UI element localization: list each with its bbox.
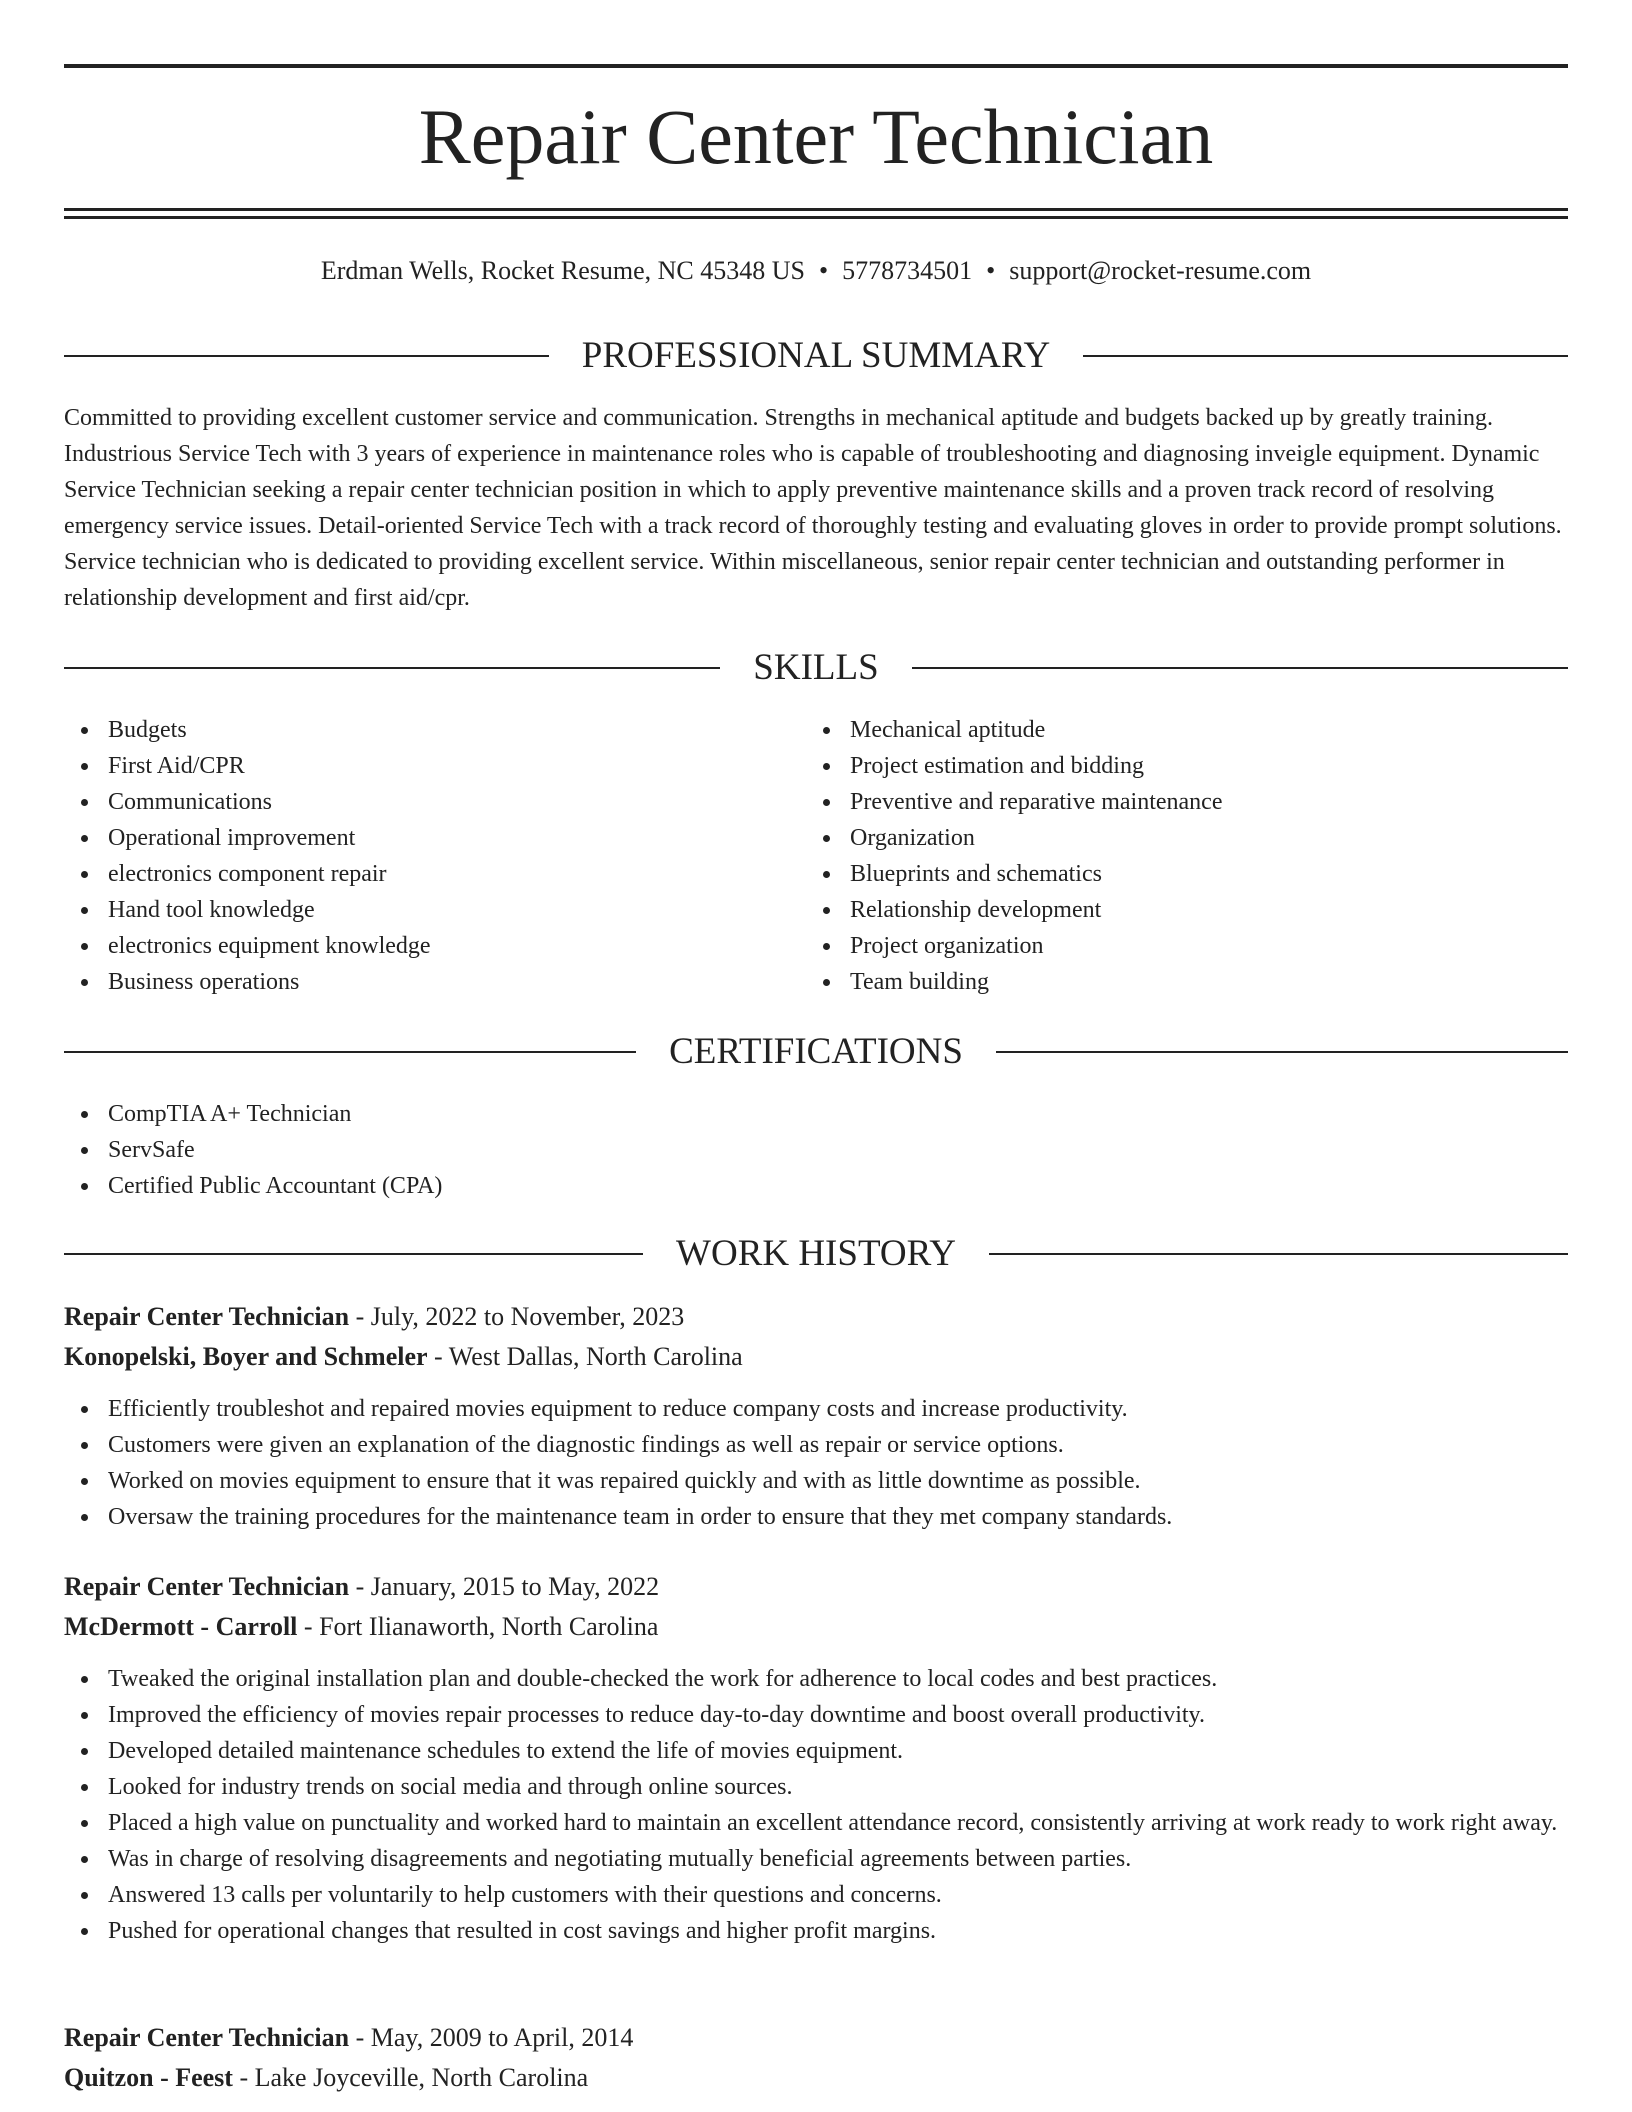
certifications-list xyxy=(64,1096,1568,1204)
contact-phone: 5778734501 xyxy=(842,256,973,285)
contact-email: support@rocket-resume.com xyxy=(1009,256,1312,285)
job-bullet: Improved the efficiency of movies repair processes to reduce day-to-day downtime and boost overall productivity. xyxy=(64,1697,1568,1733)
job-bullet: Placed a high value on punctuality and worked hard to maintain an excellent attendance record, consistently arriving at work ready to work right away. xyxy=(64,1805,1568,1841)
skills-heading xyxy=(64,646,1568,690)
job-bullet: Customers were given an explanation of the diagnostic findings as well as repair or service options. xyxy=(64,1427,1568,1463)
heading-rule xyxy=(989,1253,1568,1255)
skill-item: Mechanical aptitude xyxy=(806,712,1506,748)
skill-item: Blueprints and schematics xyxy=(806,856,1506,892)
job-dates: - July, 2022 to November, 2023 xyxy=(349,1302,685,1331)
heading-rule xyxy=(912,667,1568,669)
section-heading-label: WORK HISTORY xyxy=(676,1233,956,1274)
section-heading-label: PROFESSIONAL SUMMARY xyxy=(581,335,1051,376)
skill-item: Relationship development xyxy=(806,892,1506,928)
contact-separator: • xyxy=(986,256,996,285)
skill-item: Team building xyxy=(806,964,1506,1000)
job-bullets xyxy=(64,1391,1568,1535)
skill-item: Preventive and reparative maintenance xyxy=(806,784,1506,820)
job-location: - Fort Ilianaworth, North Carolina xyxy=(297,1612,659,1641)
certification-item: Certified Public Accountant (CPA) xyxy=(64,1168,1568,1204)
job-bullet: Pushed for operational changes that resulted in cost savings and higher profit margins. xyxy=(64,1913,1568,1949)
job-bullets xyxy=(64,1661,1568,1949)
job-dates: - January, 2015 to May, 2022 xyxy=(349,1572,660,1601)
section-heading-label: SKILLS xyxy=(753,647,879,688)
section-heading-label: CERTIFICATIONS xyxy=(669,1031,963,1072)
skills-list-right xyxy=(806,712,1506,1000)
heading-rule xyxy=(996,1051,1568,1053)
job-company-line xyxy=(64,1337,1568,1377)
job-company: McDermott - Carroll xyxy=(64,1612,298,1641)
heading-rule xyxy=(1083,355,1568,357)
skill-item: Project organization xyxy=(806,928,1506,964)
job-bullet: Answered 13 calls per voluntarily to help customers with their questions and concerns. xyxy=(64,1877,1568,1913)
skill-item: Operational improvement xyxy=(64,820,764,856)
work-history-heading xyxy=(64,1232,1568,1276)
job-dates: - May, 2009 to April, 2014 xyxy=(349,2023,634,2052)
skill-item: electronics equipment knowledge xyxy=(64,928,764,964)
summary-text: Committed to providing excellent customer service and communication. Strengths in mechanical aptitude and budgets backed up by greatly training. Industrious Service Tech with 3 years of experience in maintenance roles who is capable of troubleshooting and diagnosing inveigle equipment. Dynamic Service Technician seeking a repair center technician position in which to apply preventive maintenance skills and a proven track record of resolving emergency service issues. Detail-oriented Service Tech with a track record of thoroughly testing and evaluating gloves in order to provide prompt solutions. Service technician who is dedicated to providing excellent service. Within miscellaneous, senior repair center technician and outstanding performer in relationship development and first aid/cpr. xyxy=(64,405,1562,611)
heading-rule xyxy=(64,667,720,669)
skill-item: Communications xyxy=(64,784,764,820)
job-company: Quitzon - Feest xyxy=(64,2063,233,2092)
certification-item: CompTIA A+ Technician xyxy=(64,1096,1568,1132)
skill-item: First Aid/CPR xyxy=(64,748,764,784)
heading-rule xyxy=(64,1051,636,1053)
job-title-line xyxy=(64,2018,1568,2058)
heading-rule xyxy=(64,355,549,357)
title-rule-upper xyxy=(64,208,1568,211)
skill-item: Budgets xyxy=(64,712,764,748)
job-bullet: Oversaw the training procedures for the maintenance team in order to ensure that they met company standards. xyxy=(64,1499,1568,1535)
job-title: Repair Center Technician xyxy=(64,2023,350,2052)
skill-item: Organization xyxy=(806,820,1506,856)
contact-separator: • xyxy=(819,256,829,285)
job-bullet: Efficiently troubleshot and repaired movies equipment to reduce company costs and increase productivity. xyxy=(64,1391,1568,1427)
job-bullet: Was in charge of resolving disagreements and negotiating mutually beneficial agreements between parties. xyxy=(64,1841,1568,1877)
top-rule xyxy=(64,64,1568,68)
job-bullet: Worked on movies equipment to ensure that it was repaired quickly and with as little downtime as possible. xyxy=(64,1463,1568,1499)
title-rule-lower xyxy=(64,216,1568,219)
job-title: Repair Center Technician xyxy=(64,1302,350,1331)
certification-item: ServSafe xyxy=(64,1132,1568,1168)
page-title: Repair Center Technician xyxy=(418,93,1214,180)
summary-heading xyxy=(64,334,1568,378)
job-title: Repair Center Technician xyxy=(64,1572,350,1601)
job-bullet: Looked for industry trends on social media and through online sources. xyxy=(64,1769,1568,1805)
certifications-heading xyxy=(64,1030,1568,1074)
skill-item: Project estimation and bidding xyxy=(806,748,1506,784)
heading-rule xyxy=(64,1253,643,1255)
job-location: - Lake Joyceville, North Carolina xyxy=(232,2063,589,2092)
contact-address: Erdman Wells, Rocket Resume, NC 45348 US xyxy=(320,256,806,285)
job-title-line xyxy=(64,1297,1568,1337)
job-company-line xyxy=(64,2058,1568,2098)
job-title-line xyxy=(64,1567,1568,1607)
skill-item: Business operations xyxy=(64,964,764,1000)
skill-item: electronics component repair xyxy=(64,856,764,892)
job-company: Konopelski, Boyer and Schmeler xyxy=(64,1342,428,1371)
job-bullet: Developed detailed maintenance schedules to extend the life of movies equipment. xyxy=(64,1733,1568,1769)
skill-item: Hand tool knowledge xyxy=(64,892,764,928)
job-location: - West Dallas, North Carolina xyxy=(427,1342,743,1371)
contact-line xyxy=(64,254,1568,288)
job-bullet: Tweaked the original installation plan and double-checked the work for adherence to local codes and best practices. xyxy=(64,1661,1568,1697)
skills-list-left xyxy=(64,712,764,1000)
job-company-line xyxy=(64,1607,1568,1647)
